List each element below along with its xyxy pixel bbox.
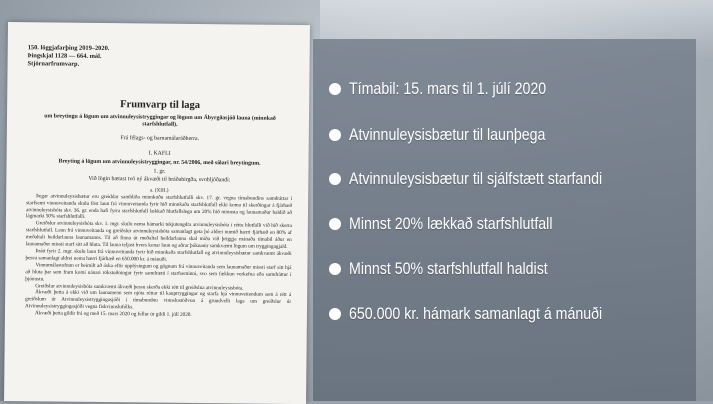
meta-line: Stjórnarfrumvarp. — [27, 60, 80, 68]
bullet-dot-icon — [329, 83, 341, 95]
summary-item — [329, 167, 643, 191]
summary-item — [329, 123, 577, 147]
summary-item-text: 650.000 kr. hámark samanlagt á mánuði — [349, 304, 603, 323]
document-paragraph: Greiðslur atvinnuleysisbóta samkvæmt ákvæði þessu skerða ekki rétt til greiðslna atvinnuleysisbóta. — [35, 282, 244, 292]
document-paragraph: Þrátt fyrir 2. mgr. skulu laun frá vinnuveitanda fyrir hið minnkaða starfshlutfall og atvinnuleysisbætur samkvæmt ákvæði þessu samanlagt aldrei nema hærri fjárhæð en 650.000 kr. á mánuði. — [25, 248, 292, 263]
summary-item — [329, 257, 580, 281]
article-number: 1. gr. — [153, 168, 166, 175]
chapter-title: Breyting á lögum um atvinnuleysistryggingar, nr. 54/2006, með síðari breytingum. — [58, 158, 261, 167]
document-title: Frumvarp til laga — [120, 99, 201, 112]
meta-line: Þingskjal 1128 — 664. mál. — [27, 52, 102, 60]
bullet-dot-icon — [329, 263, 341, 275]
document-paragraph: Vinnumálastofnun er heimilt að óska eftir upplýsingum og gögnum frá vinnuveitanda sem launamaður missti starf sitt hjá að hluta þar sem fram komi nánari rökstuðningur fyrir samdrætti í starfseminni, svo sem fækkun verkefna eða samdráttur í þjónustu. — [25, 262, 292, 283]
document-meta — [28, 44, 294, 71]
summary-item-text: Tímabil: 15. mars til 1. júlí 2020 — [349, 79, 547, 98]
summary-panel — [313, 39, 696, 401]
summary-item-text: Atvinnuleysisbætur til sjálfstætt starfandi — [349, 169, 603, 188]
summary-item — [329, 302, 643, 326]
document-paragraph: Ákvæði þetta gildir frá og með 15. mars 2020 og fellur úr gildi 1. júlí 2020. — [34, 310, 192, 319]
summary-item-text: Minnst 20% lækkað starfshlutfall — [349, 214, 553, 233]
summary-item — [329, 212, 586, 236]
summary-item-text: Atvinnuleysisbætur til launþega — [349, 125, 546, 144]
chapter-number: I. KAFLI — [148, 150, 171, 157]
summary-item — [329, 77, 578, 101]
bill-document — [4, 22, 310, 404]
bullet-dot-icon — [329, 129, 341, 141]
bullet-dot-icon — [329, 218, 341, 230]
meta-line: 150. löggjafarþing 2019–2020. — [27, 44, 110, 53]
document-subtitle: um breytingu á lögum um atvinnuleysistryggingar og lögum um Ábyrgðasjóð launa (minnkað starfshlutfall). — [44, 113, 276, 129]
document-paragraph: Þegar atvinnuleysisbætur eru greiddar samhliða minnkuðu starfshlutfalli skv. 17. gr. vegna tímabundins samdráttar í starfsemi vinnuveitanda skulu föst laun frá vinnuveitanda fyrir hið minnkaða starfshlutfall ekki koma til skerðingar á fjárhæð atvinnuleysisbóta skv. 36. gr. enda hafi fyrra starfshlutfall lækkað hlutfallslega um 20% hið minnsta og launamaður haldið að lágmarki 50% starfshlutfalli. — [25, 193, 293, 221]
document-paragraph: Ákvæði þetta á ekki við um launamenn sem njóta réttar til kauptryggingar og starfa hjá vinnuveitendum sem á rétt á greiðslum úr Atvinnuleysistryggingasjóði í tímabundnu vinnslustöðvun á grundvelli laga um greiðslur úr Atvinnuleysistryggingasjóði vegna fiskvinnslufólks. — [24, 289, 292, 311]
document-author: Frá félags- og barnamálaráðherra. — [120, 134, 200, 142]
document-paragraph: Greiðslur atvinnuleysisbóta skv. 1. mgr. skulu nema hámarki tekjutengdra atvinnuleysisbóta í réttu hlutfalli við hið skerta starfshlutfall. Laun frá vinnuveitanda og greiðslur atvinnuleysisbóta samanlagt geta þó aldrei numið hærri fjárhæð en 80% af meðaltali heildarlauna launamanns. Til að finna út meðaltal heildarlauna skal miða við þriggja mánaða tímabil áður en launamaður missti starf sitt að hluta. Til launa teljast hvers konar laun og aðrar þóknanir samkvæmt lögum um tryggingagjald. — [25, 220, 292, 251]
article-intro: Við lögin bætast tvö ný ákvæði til bráðabirgða, svohljóðandi: — [88, 176, 231, 184]
bullet-dot-icon — [329, 308, 341, 320]
bullet-dot-icon — [329, 173, 341, 185]
section-label: a. (XIII.) — [149, 187, 169, 194]
summary-item-text: Minnst 50% starfshlutfall haldist — [349, 259, 548, 278]
